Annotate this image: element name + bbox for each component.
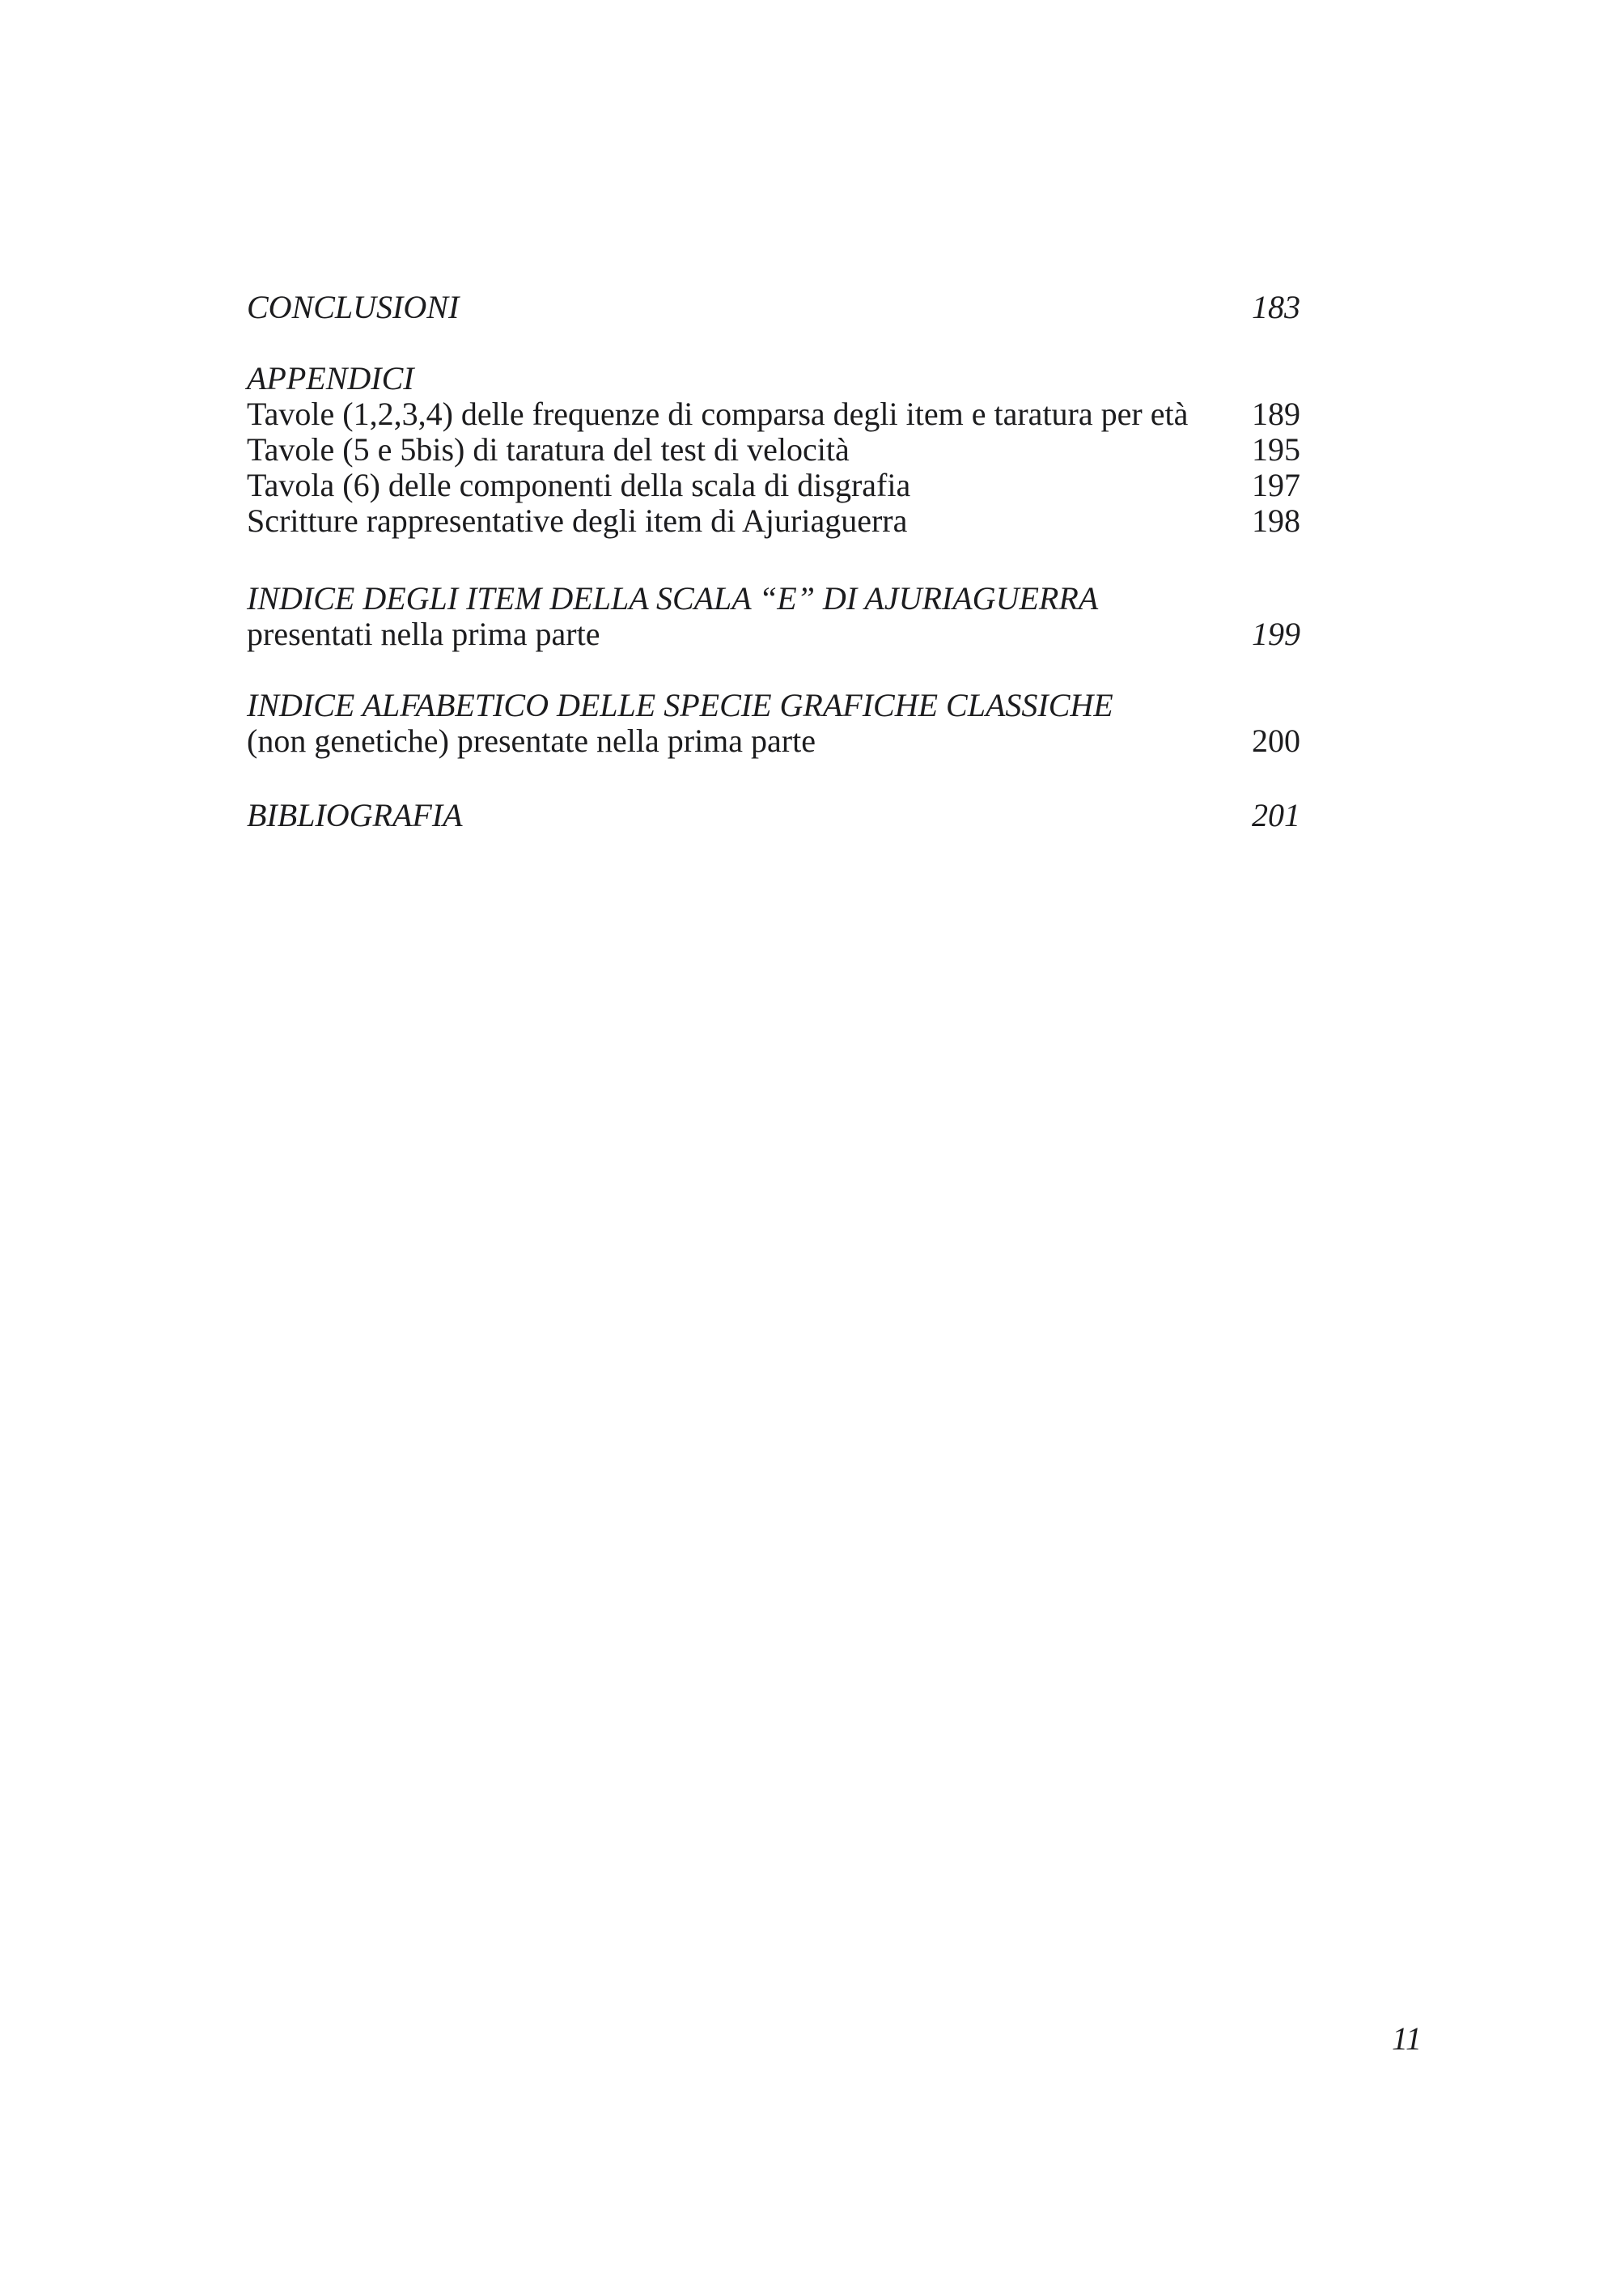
toc-entry-page: 189 [1252, 396, 1300, 432]
toc-section [247, 290, 1300, 325]
toc-entry [247, 581, 1300, 617]
toc-section [247, 688, 1300, 759]
toc-entry-page: 195 [1252, 431, 1300, 468]
toc-entry-label: INDICE ALFABETICO DELLE SPECIE GRAFICHE CLASSICHE [247, 687, 1113, 723]
toc-entry-page: 183 [1252, 289, 1300, 325]
toc-entry-label: Scritture rappresentative degli item di Ajuriaguerra [247, 502, 908, 539]
toc-entry-page: 198 [1252, 502, 1300, 539]
toc-entry-label: Tavole (5 e 5bis) di taratura del test di velocità [247, 431, 850, 468]
toc-section [247, 581, 1300, 652]
toc-section [247, 798, 1300, 833]
toc-entry-label: APPENDICI [247, 360, 414, 396]
table-of-contents [247, 290, 1300, 833]
toc-entry [247, 503, 1300, 539]
toc-entry-label: INDICE DEGLI ITEM DELLA SCALA “E” DI AJURIAGUERRA [247, 580, 1099, 617]
toc-entry-label: (non genetiche) presentate nella prima parte [247, 723, 816, 759]
toc-entry-page: 199 [1252, 616, 1300, 652]
toc-entry [247, 617, 1300, 652]
page-number: 11 [1391, 2020, 1422, 2057]
toc-entry-page: 200 [1252, 723, 1300, 759]
toc-entry [247, 396, 1300, 432]
toc-entry [247, 723, 1300, 759]
toc-entry-page: 201 [1252, 797, 1300, 833]
toc-entry [247, 798, 1300, 833]
toc-section [247, 361, 1300, 539]
toc-entry-label: BIBLIOGRAFIA [247, 797, 463, 833]
toc-entry [247, 688, 1300, 723]
toc-entry [247, 432, 1300, 468]
toc-entry-label: Tavole (1,2,3,4) delle frequenze di comparsa degli item e taratura per età [247, 396, 1189, 432]
toc-entry-label: CONCLUSIONI [247, 289, 460, 325]
toc-entry-label: presentati nella prima parte [247, 616, 600, 652]
toc-entry-label: Tavola (6) delle componenti della scala di disgrafia [247, 467, 911, 503]
toc-entry [247, 361, 1300, 396]
toc-entry-page: 197 [1252, 467, 1300, 503]
toc-entry [247, 290, 1300, 325]
toc-entry [247, 468, 1300, 503]
